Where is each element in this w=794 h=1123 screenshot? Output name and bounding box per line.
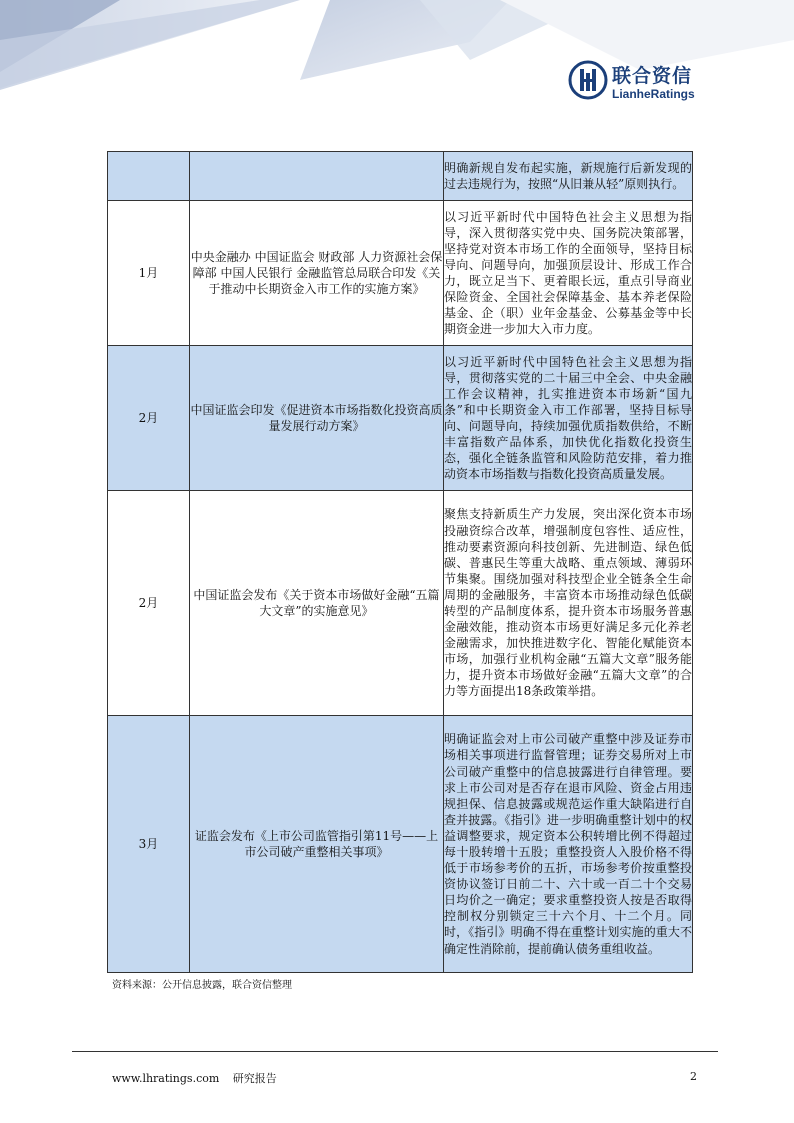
content-cell: 明确证监会对上市公司破产重整中涉及证券市场相关事项进行监督管理；证券交易所对上市公司破产重整中的信息披露进行自律管理。要求上市公司对是否存在退市风险、资金占用违规担保、信息披露或规范运作重大缺陷进行自查并披露。《指引》进一步明确重整计划中的权益调整要求，规定资本公积转增比例不得超过每十股转增十五股；重整投资人入股价格不得低于市场参考价的五折，市场参考价按重整投资协议签订日前二十、六十或一百二十个交易日均价之一确定；要求重整投资人按是否取得控制权分别锁定三十六个月、十二个月。同时，《指引》明确不得在重整计划实施的重大不确定性消除前，提前确认债务重组收益。 [444,716,693,973]
month-cell: 3月 [108,716,190,973]
month-cell [108,152,190,201]
event-cell [190,152,444,201]
month-cell: 2月 [108,491,190,716]
logo-mark-icon [568,60,608,100]
table-row [108,716,693,973]
event-cell: 中央金融办 中国证监会 财政部 人力资源社会保障部 中国人民银行 金融监管总局联合印发《关于推动中长期资金入市工作的实施方案》 [190,201,444,346]
content-cell: 以习近平新时代中国特色社会主义思想为指导，贯彻落实党的二十届三中全会、中央金融工作会议精神，扎实推进资本市场新“国九条”和中长期资金入市工作部署，坚持目标导向、问题导向，持续加强优质指数供给，不断丰富指数产品体系，加快优化指数化投资生态，强化全链条监管和风险防范安排，着力推动资本市场指数与指数化投资高质量发展。 [444,346,693,491]
table-row [108,491,693,716]
policy-table-body [108,152,693,973]
company-logo [568,60,718,104]
content-cell: 聚焦支持新质生产力发展，突出深化资本市场投融资综合改革，增强制度包容性、适应性，推动要素资源向科技创新、先进制造、绿色低碳、普惠民生等重大战略、重点领域、薄弱环节集聚。围绕加强对科技型企业全链条全生命周期的金融服务，丰富资本市场推动绿色低碳转型的产品制度体系，提升资本市场服务普惠金融效能，推动资本市场更好满足多元化养老金融需求，加快推进数字化、智能化赋能资本市场，加强行业机构金融“五篇大文章”服务能力，提升资本市场做好金融“五篇大文章”的合力等方面提出18条政策举措。 [444,491,693,716]
logo-chinese-name: 联合资信 [612,65,693,87]
table-row [108,152,693,201]
logo-english-name: LianheRatings [612,87,695,101]
footer-divider [72,1051,718,1052]
table-row [108,201,693,346]
content-cell: 以习近平新时代中国特色社会主义思想为指导，深入贯彻落实党中央、国务院决策部署，坚持党对资本市场工作的全面领导，坚持目标导向、问题导向，加强顶层设计、形成工作合力，既立足当下、更着眼长远，重点引导商业保险资金、全国社会保障基金、基本养老保险基金、企（职）业年金基金、公募基金等中长期资金进一步加大入市力度。 [444,201,693,346]
policy-table [107,151,693,973]
footer-left [112,1070,287,1086]
footer-report-type: 研究报告 [232,1072,277,1085]
content-cell: 明确新规自发布起实施，新规施行后新发现的过去违规行为，按照“从旧兼从轻”原则执行。 [444,152,693,201]
event-cell: 中国证监会印发《促进资本市场指数化投资高质量发展行动方案》 [190,346,444,491]
event-cell: 中国证监会发布《关于资本市场做好金融“五篇大文章”的实施意见》 [190,491,444,716]
source-note: 资料来源：公开信息披露，联合资信整理 [112,980,292,991]
month-cell: 2月 [108,346,190,491]
month-cell: 1月 [108,201,190,346]
page-number: 2 [690,1070,697,1083]
footer-website-link[interactable]: www.lhratings.com [112,1072,220,1085]
event-cell: 证监会发布《上市公司监管指引第11号——上市公司破产重整相关事项》 [190,716,444,973]
table-row [108,346,693,491]
